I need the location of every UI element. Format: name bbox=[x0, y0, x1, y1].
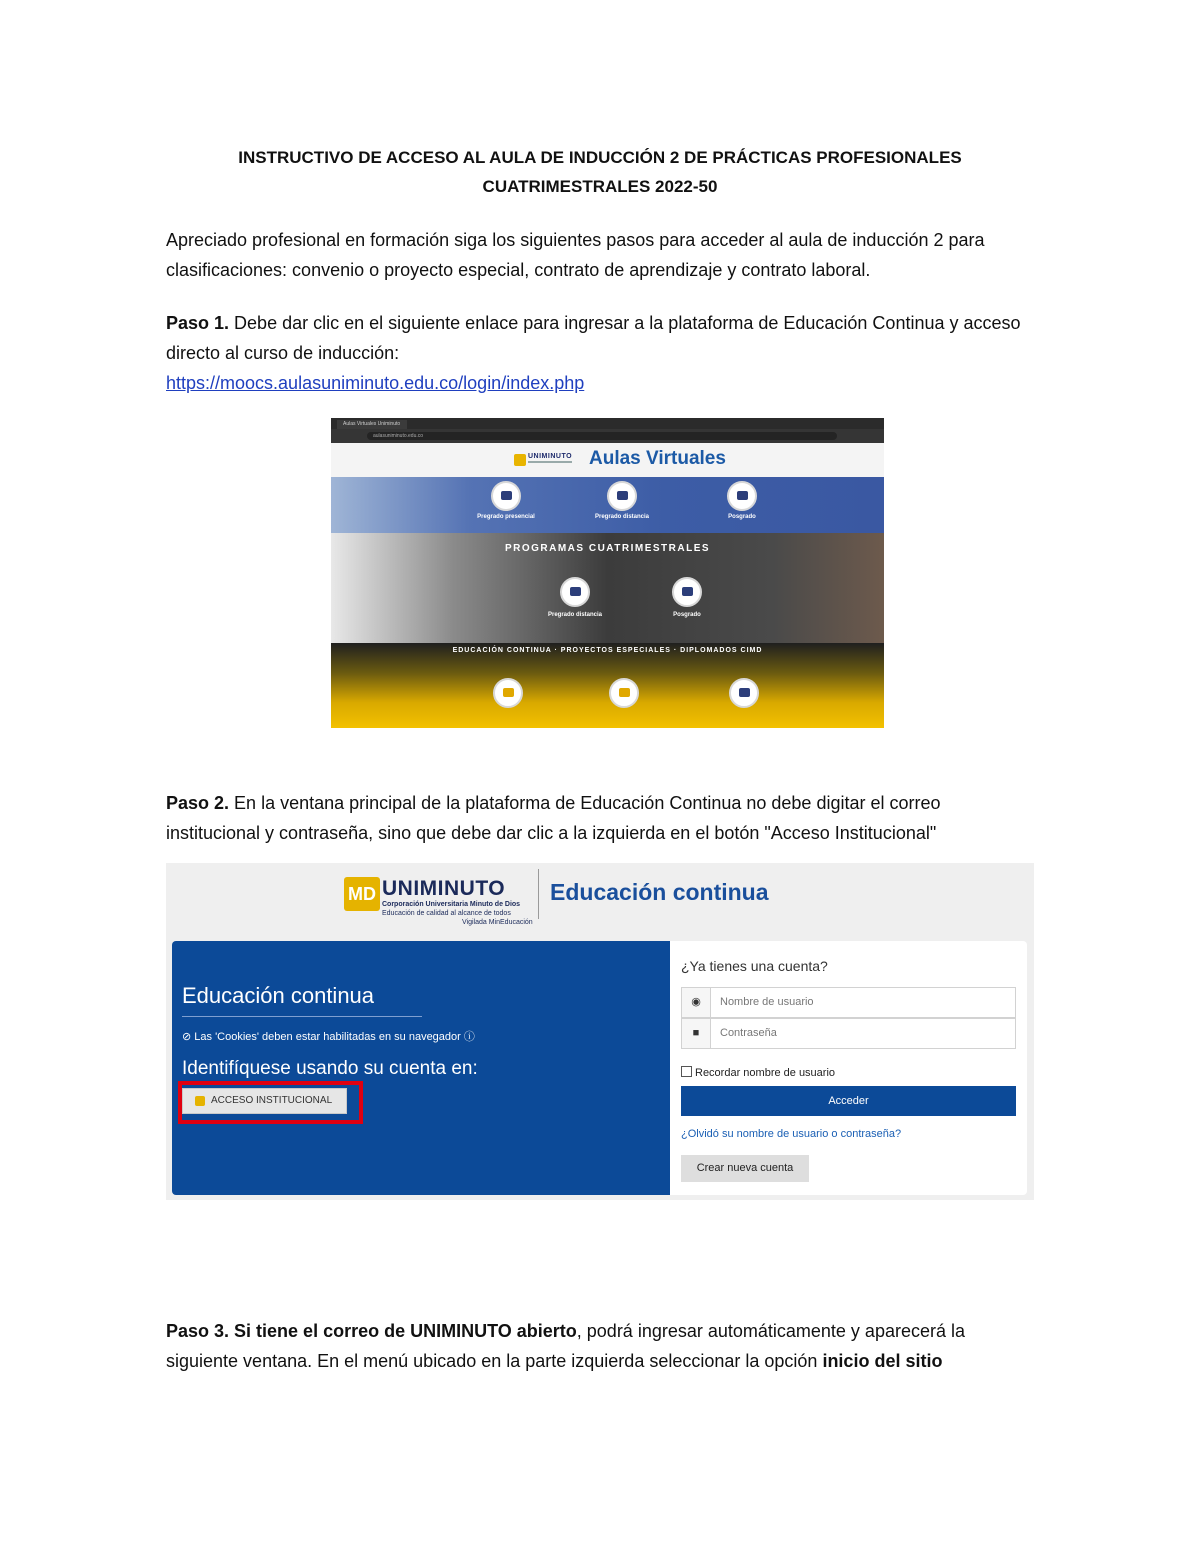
pregrado-presencial-icon[interactable] bbox=[491, 481, 521, 511]
browser-url-input[interactable]: aulasuniminuto.edu.co bbox=[367, 432, 837, 440]
password-placeholder: Contraseña bbox=[720, 1027, 777, 1039]
pregrado-band bbox=[331, 477, 884, 533]
step-3-paragraph bbox=[166, 1316, 1034, 1376]
intro-paragraph: Apreciado profesional en formación siga los siguientes pasos para acceder al aula de inducción 2 para clasificaciones: convenio o proyecto especial, contrato de aprendizaje y contrato laboral. bbox=[166, 230, 985, 280]
step-2-text: En la ventana principal de la plataforma de Educación Continua no debe digitar el correo institucional y contraseña, sino que debe dar clic a la izquierda en el botón "Acceso Institucional" bbox=[166, 793, 941, 843]
remember-label: Recordar nombre de usuario bbox=[695, 1067, 836, 1079]
account-question: ¿Ya tienes una cuenta? bbox=[681, 958, 828, 974]
logo-name: UNIMINUTO bbox=[382, 877, 506, 900]
title-line-1: INSTRUCTIVO DE ACCESO AL AULA DE INDUCCIÓN 2 DE PRÁCTICAS PROFESIONALES bbox=[238, 148, 962, 167]
cuatri-posgrado-icon[interactable] bbox=[672, 577, 702, 607]
step-2-paragraph bbox=[166, 788, 1034, 848]
proyectos-especiales-icon[interactable] bbox=[609, 678, 639, 708]
cuatri-posgrado-label: Posgrado bbox=[673, 612, 701, 618]
aulas-virtuales-screenshot bbox=[331, 418, 884, 728]
remember-username-checkbox[interactable] bbox=[681, 1066, 835, 1079]
logo-line-2: Educación de calidad al alcance de todos bbox=[382, 910, 511, 917]
md-logo-icon: MD bbox=[344, 877, 380, 911]
panel-heading: Educación continua bbox=[182, 983, 375, 1008]
logo-text: UNIMINUTO bbox=[528, 453, 573, 460]
cuatri-pregrado-icon[interactable] bbox=[560, 577, 590, 607]
password-field[interactable] bbox=[681, 1018, 1016, 1049]
cookies-notice: ⊘ Las 'Cookies' deben estar habilitadas en su navegador ⓘ bbox=[182, 1031, 475, 1043]
aulas-header bbox=[331, 443, 884, 477]
heading-divider bbox=[182, 1016, 422, 1017]
cuatri-pregrado-label: Pregrado distancia bbox=[547, 612, 603, 618]
posgrado-icon[interactable] bbox=[727, 481, 757, 511]
identify-heading: Identifíquese usando su cuenta en: bbox=[182, 1058, 478, 1079]
browser-tab[interactable]: Aulas Virtuales Uniminuto bbox=[337, 420, 407, 429]
step-1-paragraph bbox=[166, 308, 1034, 398]
step-3-text: , podrá ingresar automáticamente y aparecerá la siguiente ventana. En el menú ubicado en la parte izquierda seleccionar la opción bbox=[166, 1321, 965, 1371]
username-field[interactable] bbox=[681, 987, 1016, 1018]
acceso-institucional-label: ACCESO INSTITUCIONAL bbox=[211, 1095, 333, 1106]
logo-line-1: Corporación Universitaria Minuto de Dios bbox=[382, 901, 521, 908]
educacion-continua-title: Educación continua bbox=[550, 879, 769, 905]
cuatrimestrales-title: PROGRAMAS CUATRIMESTRALES bbox=[504, 543, 711, 554]
header-divider bbox=[538, 869, 539, 919]
institutional-login-panel bbox=[172, 941, 670, 1195]
cuatrimestrales-band bbox=[331, 533, 884, 643]
uniminuto-logo bbox=[344, 869, 544, 929]
lock-icon: ■ bbox=[682, 1019, 711, 1048]
step-3-label: Paso 3. Si tiene el correo de UNIMINUTO abierto bbox=[166, 1321, 577, 1341]
acceder-button[interactable]: Acceder bbox=[681, 1086, 1016, 1116]
step-1-text: Debe dar clic en el siguiente enlace para ingresar a la plataforma de Educación Continua y acceso directo al curso de inducción: bbox=[166, 313, 1021, 363]
educacion-continua-icon[interactable] bbox=[493, 678, 523, 708]
pregrado-distancia-icon[interactable] bbox=[607, 481, 637, 511]
logo-mark-icon bbox=[514, 454, 526, 466]
pregrado-distancia-label: Pregrado distancia bbox=[594, 514, 650, 520]
create-account-button[interactable]: Crear nueva cuenta bbox=[681, 1155, 809, 1182]
red-highlight-box bbox=[178, 1081, 363, 1124]
moocs-login-link[interactable]: https://moocs.aulasuniminuto.edu.co/login/index.php bbox=[166, 373, 585, 393]
username-placeholder: Nombre de usuario bbox=[720, 996, 814, 1008]
bottom-header: EDUCACIÓN CONTINUA · PROYECTOS ESPECIALES · DIPLOMADOS CIMD bbox=[452, 647, 763, 654]
posgrado-label: Posgrado bbox=[728, 514, 756, 520]
user-icon: ◉ bbox=[682, 988, 711, 1017]
uniminuto-logo bbox=[514, 452, 574, 468]
educacion-continua-band bbox=[331, 643, 884, 728]
aulas-virtuales-title: Aulas Virtuales bbox=[589, 448, 726, 469]
browser-address-bar bbox=[331, 429, 884, 443]
account-login-panel bbox=[670, 941, 1027, 1195]
browser-tabbar bbox=[331, 418, 884, 429]
title-line-2: CUATRIMESTRALES 2022-50 bbox=[482, 177, 718, 196]
pregrado-presencial-label: Pregrado presencial bbox=[477, 514, 535, 520]
educacion-continua-screenshot bbox=[166, 863, 1034, 1200]
forgot-credentials-link[interactable]: ¿Olvidó su nombre de usuario o contraseña? bbox=[681, 1128, 902, 1140]
step-1-label: Paso 1. bbox=[166, 313, 230, 333]
step-3-bold-end: inicio del sitio bbox=[822, 1351, 943, 1371]
checkbox-box[interactable] bbox=[681, 1066, 692, 1077]
logo-line-3: Vigilada MinEducación bbox=[462, 919, 533, 926]
step-2-label: Paso 2. bbox=[166, 793, 230, 813]
diplomados-cimd-icon[interactable] bbox=[729, 678, 759, 708]
document-title bbox=[166, 143, 1034, 201]
